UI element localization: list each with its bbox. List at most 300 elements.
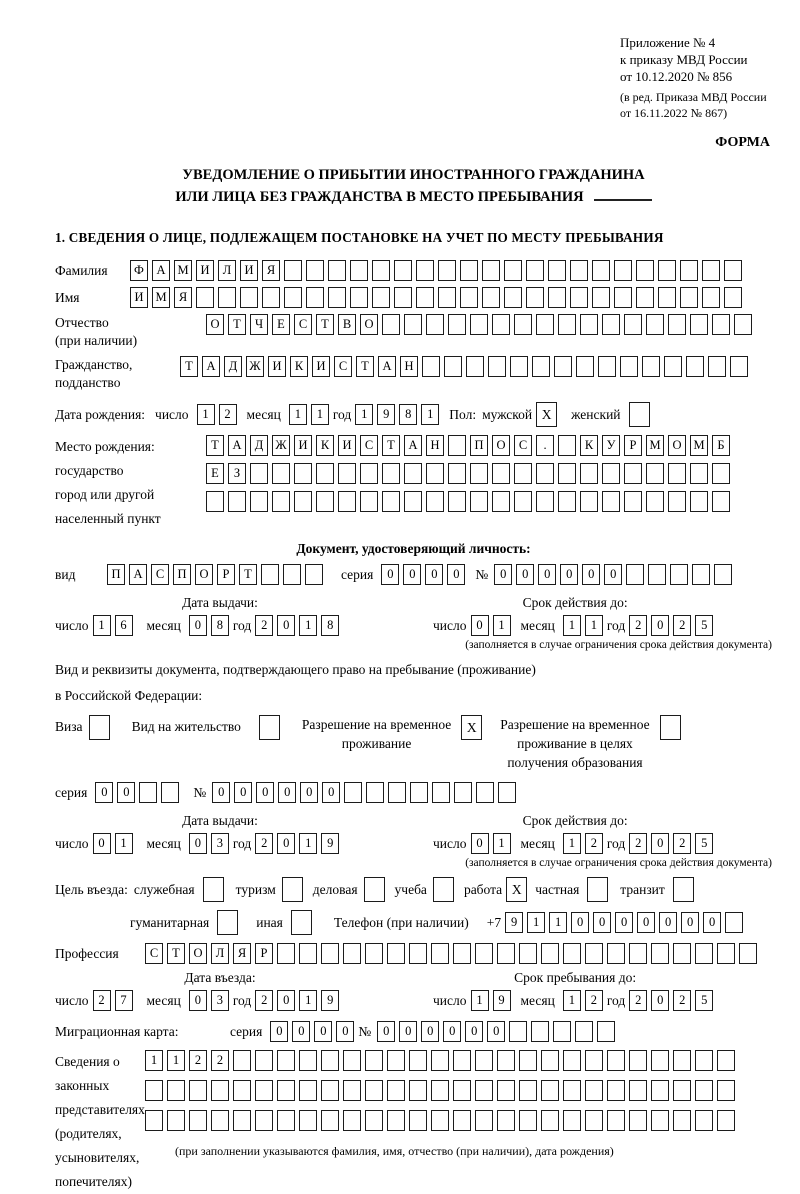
char-box[interactable]: К bbox=[580, 435, 598, 456]
char-box[interactable] bbox=[475, 1080, 493, 1101]
char-box[interactable] bbox=[365, 1110, 383, 1131]
char-box[interactable] bbox=[673, 943, 691, 964]
char-box[interactable]: 0 bbox=[270, 1021, 288, 1042]
char-box[interactable] bbox=[189, 1110, 207, 1131]
char-box[interactable]: Р bbox=[624, 435, 642, 456]
char-box[interactable] bbox=[161, 782, 179, 803]
char-box[interactable]: 0 bbox=[93, 833, 111, 854]
char-box[interactable] bbox=[444, 356, 462, 377]
char-box[interactable] bbox=[660, 715, 681, 740]
char-box[interactable] bbox=[410, 782, 428, 803]
char-box[interactable] bbox=[558, 314, 576, 335]
char-box[interactable]: К bbox=[290, 356, 308, 377]
char-box[interactable]: 0 bbox=[571, 912, 589, 933]
char-box[interactable] bbox=[558, 463, 576, 484]
char-box[interactable] bbox=[294, 463, 312, 484]
char-box[interactable]: А bbox=[129, 564, 147, 585]
char-box[interactable]: О bbox=[668, 435, 686, 456]
char-box[interactable] bbox=[387, 1110, 405, 1131]
char-box[interactable] bbox=[541, 943, 559, 964]
char-box[interactable] bbox=[217, 910, 238, 935]
char-box[interactable] bbox=[526, 287, 544, 308]
char-box[interactable] bbox=[350, 260, 368, 281]
char-box[interactable]: 0 bbox=[377, 1021, 395, 1042]
char-box[interactable]: 0 bbox=[471, 833, 489, 854]
char-box[interactable]: 0 bbox=[651, 615, 669, 636]
char-box[interactable] bbox=[475, 943, 493, 964]
char-box[interactable]: 0 bbox=[336, 1021, 354, 1042]
char-box[interactable] bbox=[695, 1080, 713, 1101]
char-box[interactable] bbox=[492, 314, 510, 335]
char-box[interactable] bbox=[636, 260, 654, 281]
char-box[interactable]: X bbox=[536, 402, 557, 427]
char-box[interactable]: Т bbox=[228, 314, 246, 335]
char-box[interactable] bbox=[614, 260, 632, 281]
char-box[interactable]: 5 bbox=[695, 833, 713, 854]
char-box[interactable]: 1 bbox=[527, 912, 545, 933]
char-box[interactable]: Т bbox=[206, 435, 224, 456]
char-box[interactable] bbox=[497, 943, 515, 964]
char-box[interactable] bbox=[536, 314, 554, 335]
char-box[interactable]: А bbox=[378, 356, 396, 377]
char-box[interactable] bbox=[360, 463, 378, 484]
char-box[interactable] bbox=[629, 943, 647, 964]
char-box[interactable]: Д bbox=[224, 356, 242, 377]
char-box[interactable] bbox=[624, 463, 642, 484]
char-box[interactable] bbox=[548, 287, 566, 308]
char-box[interactable] bbox=[658, 260, 676, 281]
char-box[interactable] bbox=[541, 1050, 559, 1071]
char-box[interactable]: 2 bbox=[629, 990, 647, 1011]
char-box[interactable] bbox=[306, 260, 324, 281]
char-box[interactable] bbox=[680, 260, 698, 281]
char-box[interactable]: 1 bbox=[289, 404, 307, 425]
char-box[interactable] bbox=[299, 1050, 317, 1071]
char-box[interactable]: Т bbox=[239, 564, 257, 585]
char-box[interactable]: 6 bbox=[115, 615, 133, 636]
char-box[interactable] bbox=[360, 491, 378, 512]
char-box[interactable]: 0 bbox=[582, 564, 600, 585]
char-box[interactable]: П bbox=[470, 435, 488, 456]
char-box[interactable]: 3 bbox=[211, 990, 229, 1011]
char-box[interactable] bbox=[651, 1080, 669, 1101]
char-box[interactable] bbox=[189, 1080, 207, 1101]
char-box[interactable]: Т bbox=[382, 435, 400, 456]
char-box[interactable]: 1 bbox=[299, 990, 317, 1011]
char-box[interactable] bbox=[272, 463, 290, 484]
char-box[interactable]: 0 bbox=[421, 1021, 439, 1042]
char-box[interactable] bbox=[409, 1050, 427, 1071]
char-box[interactable] bbox=[712, 314, 730, 335]
char-box[interactable]: 0 bbox=[277, 833, 295, 854]
char-box[interactable]: 0 bbox=[256, 782, 274, 803]
char-box[interactable]: 2 bbox=[189, 1050, 207, 1071]
char-box[interactable]: 0 bbox=[471, 615, 489, 636]
char-box[interactable] bbox=[372, 287, 390, 308]
char-box[interactable]: 1 bbox=[549, 912, 567, 933]
char-box[interactable]: 0 bbox=[425, 564, 443, 585]
char-box[interactable]: 0 bbox=[278, 782, 296, 803]
char-box[interactable] bbox=[167, 1110, 185, 1131]
char-box[interactable] bbox=[365, 1080, 383, 1101]
char-box[interactable] bbox=[262, 287, 280, 308]
char-box[interactable] bbox=[548, 260, 566, 281]
char-box[interactable] bbox=[387, 943, 405, 964]
char-box[interactable] bbox=[448, 463, 466, 484]
char-box[interactable] bbox=[614, 287, 632, 308]
char-box[interactable] bbox=[338, 491, 356, 512]
char-box[interactable] bbox=[532, 356, 550, 377]
char-box[interactable] bbox=[563, 1050, 581, 1071]
char-box[interactable] bbox=[602, 314, 620, 335]
char-box[interactable]: 0 bbox=[189, 615, 207, 636]
char-box[interactable]: О bbox=[195, 564, 213, 585]
char-box[interactable] bbox=[492, 491, 510, 512]
char-box[interactable] bbox=[570, 287, 588, 308]
char-box[interactable] bbox=[453, 1110, 471, 1131]
char-box[interactable]: 2 bbox=[673, 615, 691, 636]
char-box[interactable]: 0 bbox=[681, 912, 699, 933]
char-box[interactable]: Я bbox=[233, 943, 251, 964]
char-box[interactable]: И bbox=[268, 356, 286, 377]
char-box[interactable] bbox=[366, 782, 384, 803]
char-box[interactable] bbox=[475, 1110, 493, 1131]
char-box[interactable] bbox=[717, 1080, 735, 1101]
char-box[interactable] bbox=[432, 782, 450, 803]
char-box[interactable] bbox=[416, 287, 434, 308]
char-box[interactable] bbox=[607, 1110, 625, 1131]
char-box[interactable]: 9 bbox=[321, 990, 339, 1011]
char-box[interactable] bbox=[620, 356, 638, 377]
char-box[interactable] bbox=[404, 463, 422, 484]
char-box[interactable] bbox=[558, 435, 576, 456]
char-box[interactable]: 5 bbox=[695, 615, 713, 636]
char-box[interactable] bbox=[482, 287, 500, 308]
char-box[interactable]: 0 bbox=[651, 833, 669, 854]
char-box[interactable] bbox=[607, 943, 625, 964]
char-box[interactable] bbox=[717, 1050, 735, 1071]
char-box[interactable]: 0 bbox=[560, 564, 578, 585]
char-box[interactable]: 0 bbox=[651, 990, 669, 1011]
char-box[interactable] bbox=[629, 402, 650, 427]
char-box[interactable]: 2 bbox=[211, 1050, 229, 1071]
char-box[interactable] bbox=[454, 782, 472, 803]
char-box[interactable]: 7 bbox=[115, 990, 133, 1011]
char-box[interactable] bbox=[382, 314, 400, 335]
char-box[interactable] bbox=[431, 943, 449, 964]
char-box[interactable] bbox=[211, 1080, 229, 1101]
char-box[interactable] bbox=[554, 356, 572, 377]
char-box[interactable] bbox=[563, 1080, 581, 1101]
char-box[interactable] bbox=[277, 943, 295, 964]
char-box[interactable] bbox=[514, 463, 532, 484]
char-box[interactable] bbox=[536, 491, 554, 512]
char-box[interactable]: И bbox=[240, 260, 258, 281]
char-box[interactable] bbox=[364, 877, 385, 902]
char-box[interactable] bbox=[509, 1021, 527, 1042]
char-box[interactable]: Е bbox=[272, 314, 290, 335]
char-box[interactable] bbox=[585, 1110, 603, 1131]
char-box[interactable]: 0 bbox=[447, 564, 465, 585]
char-box[interactable]: 0 bbox=[494, 564, 512, 585]
char-box[interactable]: С bbox=[334, 356, 352, 377]
char-box[interactable]: О bbox=[360, 314, 378, 335]
char-box[interactable] bbox=[233, 1080, 251, 1101]
char-box[interactable] bbox=[343, 1110, 361, 1131]
char-box[interactable] bbox=[476, 782, 494, 803]
char-box[interactable] bbox=[702, 260, 720, 281]
char-box[interactable]: 0 bbox=[403, 564, 421, 585]
char-box[interactable]: 5 bbox=[695, 990, 713, 1011]
char-box[interactable] bbox=[730, 356, 748, 377]
char-box[interactable] bbox=[89, 715, 110, 740]
char-box[interactable] bbox=[702, 287, 720, 308]
char-box[interactable] bbox=[607, 1080, 625, 1101]
char-box[interactable]: 1 bbox=[93, 615, 111, 636]
char-box[interactable] bbox=[482, 260, 500, 281]
char-box[interactable] bbox=[460, 287, 478, 308]
char-box[interactable] bbox=[284, 260, 302, 281]
char-box[interactable] bbox=[382, 491, 400, 512]
char-box[interactable]: А bbox=[152, 260, 170, 281]
char-box[interactable]: 8 bbox=[399, 404, 417, 425]
char-box[interactable] bbox=[343, 1080, 361, 1101]
char-box[interactable] bbox=[291, 910, 312, 935]
char-box[interactable] bbox=[388, 782, 406, 803]
char-box[interactable]: М bbox=[690, 435, 708, 456]
char-box[interactable] bbox=[717, 943, 735, 964]
char-box[interactable]: Ж bbox=[272, 435, 290, 456]
char-box[interactable] bbox=[712, 463, 730, 484]
char-box[interactable]: Ф bbox=[130, 260, 148, 281]
char-box[interactable] bbox=[255, 1110, 273, 1131]
char-box[interactable]: 0 bbox=[604, 564, 622, 585]
char-box[interactable] bbox=[453, 943, 471, 964]
char-box[interactable]: 9 bbox=[493, 990, 511, 1011]
char-box[interactable] bbox=[167, 1080, 185, 1101]
char-box[interactable]: 2 bbox=[219, 404, 237, 425]
char-box[interactable] bbox=[448, 435, 466, 456]
char-box[interactable]: 1 bbox=[299, 615, 317, 636]
char-box[interactable]: К bbox=[316, 435, 334, 456]
char-box[interactable]: М bbox=[152, 287, 170, 308]
char-box[interactable] bbox=[514, 491, 532, 512]
char-box[interactable] bbox=[497, 1050, 515, 1071]
char-box[interactable]: З bbox=[228, 463, 246, 484]
char-box[interactable] bbox=[250, 491, 268, 512]
char-box[interactable] bbox=[255, 1050, 273, 1071]
char-box[interactable] bbox=[277, 1110, 295, 1131]
char-box[interactable]: И bbox=[312, 356, 330, 377]
char-box[interactable] bbox=[328, 260, 346, 281]
char-box[interactable] bbox=[708, 356, 726, 377]
char-box[interactable]: И bbox=[196, 260, 214, 281]
char-box[interactable] bbox=[272, 491, 290, 512]
char-box[interactable] bbox=[321, 943, 339, 964]
char-box[interactable] bbox=[431, 1050, 449, 1071]
char-box[interactable] bbox=[206, 491, 224, 512]
char-box[interactable] bbox=[448, 491, 466, 512]
char-box[interactable]: А bbox=[202, 356, 220, 377]
char-box[interactable]: 0 bbox=[314, 1021, 332, 1042]
char-box[interactable] bbox=[504, 287, 522, 308]
char-box[interactable]: 0 bbox=[277, 615, 295, 636]
char-box[interactable]: 1 bbox=[299, 833, 317, 854]
char-box[interactable] bbox=[646, 314, 664, 335]
char-box[interactable]: М bbox=[174, 260, 192, 281]
char-box[interactable]: 1 bbox=[355, 404, 373, 425]
char-box[interactable]: 1 bbox=[563, 833, 581, 854]
char-box[interactable]: 0 bbox=[538, 564, 556, 585]
char-box[interactable] bbox=[426, 463, 444, 484]
char-box[interactable] bbox=[497, 1080, 515, 1101]
char-box[interactable]: 0 bbox=[189, 833, 207, 854]
char-box[interactable]: О bbox=[189, 943, 207, 964]
char-box[interactable]: Б bbox=[712, 435, 730, 456]
char-box[interactable] bbox=[426, 314, 444, 335]
char-box[interactable] bbox=[642, 356, 660, 377]
char-box[interactable] bbox=[585, 943, 603, 964]
char-box[interactable] bbox=[233, 1110, 251, 1131]
char-box[interactable] bbox=[673, 1080, 691, 1101]
char-box[interactable] bbox=[470, 463, 488, 484]
char-box[interactable]: Ч bbox=[250, 314, 268, 335]
char-box[interactable] bbox=[690, 491, 708, 512]
char-box[interactable]: 1 bbox=[115, 833, 133, 854]
char-box[interactable] bbox=[587, 877, 608, 902]
char-box[interactable] bbox=[261, 564, 279, 585]
char-box[interactable]: 1 bbox=[197, 404, 215, 425]
char-box[interactable] bbox=[233, 1050, 251, 1071]
char-box[interactable]: С bbox=[294, 314, 312, 335]
char-box[interactable] bbox=[321, 1110, 339, 1131]
char-box[interactable] bbox=[283, 564, 301, 585]
char-box[interactable]: М bbox=[646, 435, 664, 456]
char-box[interactable] bbox=[438, 287, 456, 308]
char-box[interactable] bbox=[686, 356, 704, 377]
char-box[interactable] bbox=[294, 491, 312, 512]
char-box[interactable] bbox=[350, 287, 368, 308]
char-box[interactable] bbox=[717, 1110, 735, 1131]
char-box[interactable] bbox=[394, 287, 412, 308]
char-box[interactable]: С bbox=[145, 943, 163, 964]
char-box[interactable]: 2 bbox=[673, 833, 691, 854]
char-box[interactable] bbox=[228, 491, 246, 512]
char-box[interactable] bbox=[563, 1110, 581, 1131]
char-box[interactable] bbox=[259, 715, 280, 740]
char-box[interactable] bbox=[387, 1050, 405, 1071]
char-box[interactable]: 2 bbox=[255, 990, 273, 1011]
char-box[interactable]: X bbox=[461, 715, 482, 740]
char-box[interactable] bbox=[695, 943, 713, 964]
char-box[interactable]: 1 bbox=[311, 404, 329, 425]
char-box[interactable]: 1 bbox=[563, 615, 581, 636]
char-box[interactable] bbox=[570, 260, 588, 281]
char-box[interactable] bbox=[668, 463, 686, 484]
char-box[interactable]: 2 bbox=[673, 990, 691, 1011]
char-box[interactable]: С bbox=[360, 435, 378, 456]
char-box[interactable] bbox=[448, 314, 466, 335]
char-box[interactable] bbox=[668, 491, 686, 512]
char-box[interactable]: 9 bbox=[505, 912, 523, 933]
char-box[interactable] bbox=[282, 877, 303, 902]
char-box[interactable]: 1 bbox=[493, 615, 511, 636]
char-box[interactable]: И bbox=[294, 435, 312, 456]
char-box[interactable]: Е bbox=[206, 463, 224, 484]
char-box[interactable]: 0 bbox=[117, 782, 135, 803]
char-box[interactable] bbox=[510, 356, 528, 377]
char-box[interactable]: 1 bbox=[421, 404, 439, 425]
char-box[interactable] bbox=[344, 782, 362, 803]
char-box[interactable] bbox=[651, 943, 669, 964]
char-box[interactable] bbox=[203, 877, 224, 902]
char-box[interactable] bbox=[580, 463, 598, 484]
char-box[interactable] bbox=[553, 1021, 571, 1042]
char-box[interactable] bbox=[602, 491, 620, 512]
char-box[interactable] bbox=[580, 314, 598, 335]
char-box[interactable]: 0 bbox=[300, 782, 318, 803]
char-box[interactable]: Л bbox=[211, 943, 229, 964]
char-box[interactable]: 0 bbox=[637, 912, 655, 933]
char-box[interactable] bbox=[372, 260, 390, 281]
char-box[interactable] bbox=[409, 943, 427, 964]
char-box[interactable] bbox=[321, 1080, 339, 1101]
char-box[interactable]: 2 bbox=[585, 833, 603, 854]
char-box[interactable] bbox=[680, 287, 698, 308]
char-box[interactable] bbox=[426, 491, 444, 512]
char-box[interactable] bbox=[651, 1110, 669, 1131]
char-box[interactable]: 0 bbox=[443, 1021, 461, 1042]
char-box[interactable] bbox=[526, 260, 544, 281]
char-box[interactable]: 8 bbox=[211, 615, 229, 636]
char-box[interactable]: 0 bbox=[399, 1021, 417, 1042]
char-box[interactable] bbox=[624, 314, 642, 335]
char-box[interactable]: Ж bbox=[246, 356, 264, 377]
char-box[interactable]: 8 bbox=[321, 615, 339, 636]
char-box[interactable]: П bbox=[107, 564, 125, 585]
char-box[interactable]: 2 bbox=[629, 833, 647, 854]
char-box[interactable]: 2 bbox=[629, 615, 647, 636]
char-box[interactable] bbox=[695, 1110, 713, 1131]
char-box[interactable]: Л bbox=[218, 260, 236, 281]
char-box[interactable] bbox=[664, 356, 682, 377]
char-box[interactable]: 3 bbox=[211, 833, 229, 854]
char-box[interactable] bbox=[592, 260, 610, 281]
char-box[interactable] bbox=[695, 1050, 713, 1071]
char-box[interactable] bbox=[585, 1050, 603, 1071]
char-box[interactable]: 1 bbox=[471, 990, 489, 1011]
char-box[interactable] bbox=[519, 1110, 537, 1131]
char-box[interactable] bbox=[387, 1080, 405, 1101]
char-box[interactable] bbox=[470, 491, 488, 512]
char-box[interactable]: 2 bbox=[585, 990, 603, 1011]
char-box[interactable]: 0 bbox=[277, 990, 295, 1011]
char-box[interactable] bbox=[673, 1050, 691, 1071]
char-box[interactable] bbox=[431, 1080, 449, 1101]
char-box[interactable] bbox=[409, 1080, 427, 1101]
char-box[interactable]: Я bbox=[262, 260, 280, 281]
char-box[interactable] bbox=[365, 1050, 383, 1071]
char-box[interactable] bbox=[692, 564, 710, 585]
char-box[interactable]: Н bbox=[400, 356, 418, 377]
char-box[interactable] bbox=[646, 491, 664, 512]
char-box[interactable] bbox=[470, 314, 488, 335]
char-box[interactable] bbox=[416, 260, 434, 281]
char-box[interactable] bbox=[519, 1080, 537, 1101]
char-box[interactable] bbox=[404, 314, 422, 335]
char-box[interactable] bbox=[431, 1110, 449, 1131]
char-box[interactable]: 1 bbox=[563, 990, 581, 1011]
